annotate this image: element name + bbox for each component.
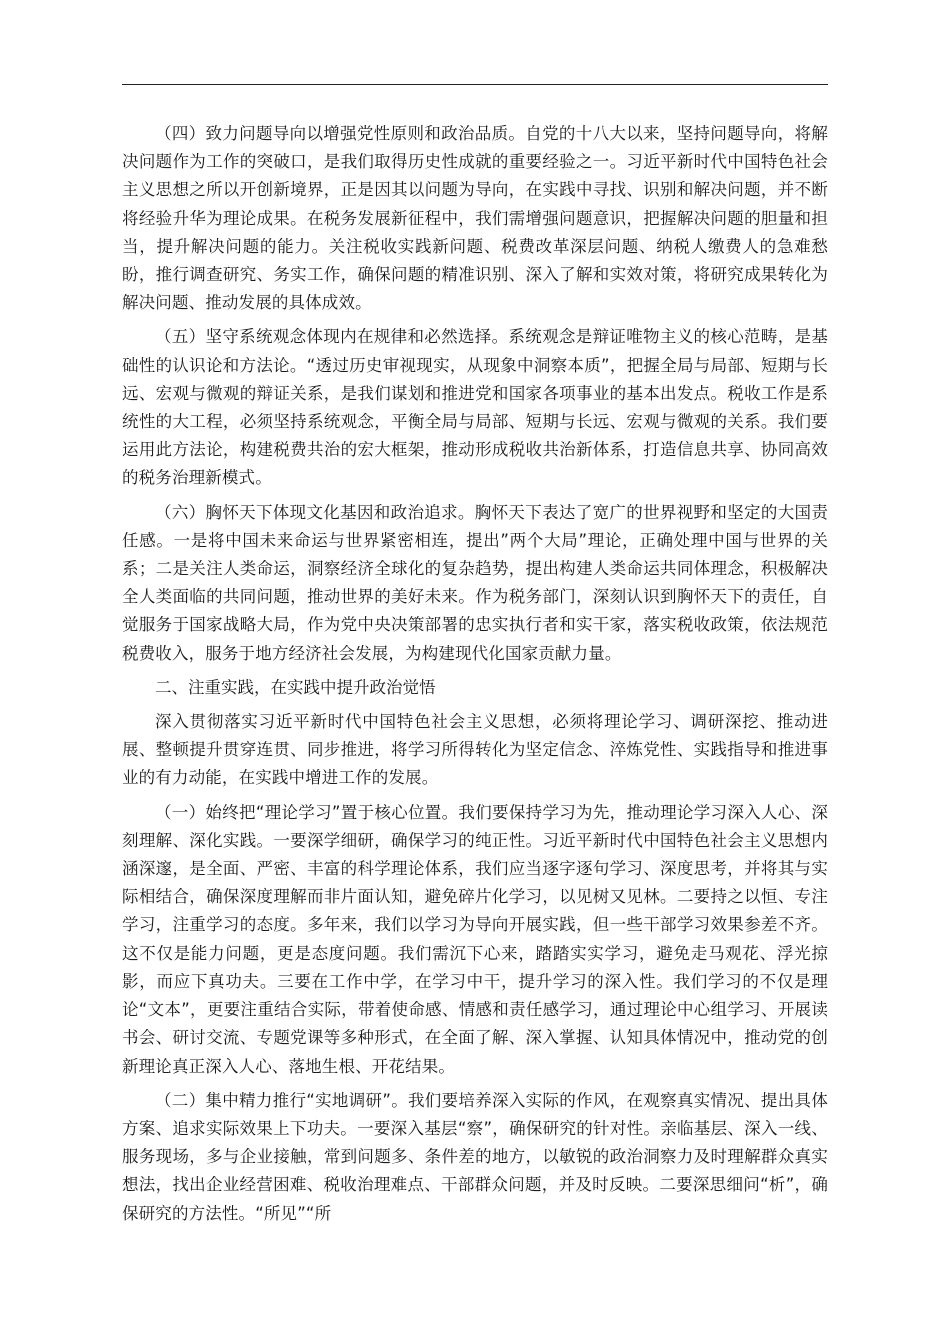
document-body bbox=[122, 120, 828, 1234]
paragraph-intro: 深入贯彻落实习近平新时代中国特色社会主义思想，必须将理论学习、调研深挖、推动进展、整顿提升贯穿连贯、同步推进，将学习所得转化为坚定信念、淬炼党性、实践指导和推进事业的有力动能，在实践中增进工作的发展。 bbox=[122, 712, 828, 788]
paragraph-theory-study: （一）始终把“理论学习”置于核心位置。我们要保持学习为先，推动理论学习深入人心、深刻理解、深化实践。一要深学细研，确保学习的纯正性。习近平新时代中国特色社会主义思想内涵深邃，是全面、严密、丰富的科学理论体系，我们应当逐字逐句学习、深度思考，并将其与实际相结合，确保深度理解而非片面认知，避免碎片化学习，以见树又见林。二要持之以恒、专注学习，注重学习的态度。多年来，我们以学习为导向开展实践，但一些干部学习效果参差不齐。这不仅是能力问题，更是态度问题。我们需沉下心来，踏踏实实学习，避免走马观花、浮光掠影，而应下真功夫。三要在工作中学，在学习中干，提升学习的深入性。我们学习的不仅是理论“文本”，更要注重结合实际，带着使命感、情感和责任感学习，通过理论中心组学习、开展读书会、研讨交流、专题党课等多种形式，在全面了解、深入掌握、认知具体情况中，推动党的创新理论真正深入人心、落地生根、开花结果。 bbox=[122, 802, 828, 1076]
paragraph-section-6: （六）胸怀天下体现文化基因和政治追求。胸怀天下表达了宽广的世界视野和坚定的大国责任感。一是将中国未来命运与世界紧密相连，提出”两个大局”理论，正确处理中国与世界的关系；二是关注人类命运，洞察经济全球化的复杂趋势，提出构建人类命运共同体理念，积极解决全人类面临的共同问题，推动世界的美好未来。作为税务部门，深刻认识到胸怀天下的责任，自觉服务于国家战略大局，作为党中央决策部署的忠实执行者和实干家，落实税收政策，依法规范税费收入，服务于地方经济社会发展，为构建现代化国家贡献力量。 bbox=[122, 502, 828, 663]
paragraph-section-5: （五）坚守系统观念体现内在规律和必然选择。系统观念是辩证唯物主义的核心范畴，是基础性的认识论和方法论。“透过历史审视现实，从现象中洞察本质”，把握全局与局部、短期与长远、宏观与微观的辩证关系，是我们谋划和推进党和国家各项事业的基本出发点。税收工作是系统性的大工程，必须坚持系统观念，平衡全局与局部、短期与长远、宏观与微观的关系。我们要运用此方法论，构建税费共治的宏大框架，推动形成税收共治新体系，打造信息共享、协同高效的税务治理新模式。 bbox=[122, 327, 828, 488]
paragraph-field-research: （二）集中精力推行“实地调研”。我们要培养深入实际的作风，在观察真实情况、提出具体方案、追求实际效果上下功夫。一要深入基层“察”，确保研究的针对性。亲临基层、深入一线、服务现场，多与企业接触，常到问题多、条件差的地方，以敏锐的政治洞察力及时理解群众真实想法，找出企业经营困难、税收治理难点、干部群众问题，并及时反映。二要深思细问“析”，确保研究的方法性。“所见”“所 bbox=[122, 1090, 828, 1223]
header-rule bbox=[122, 84, 828, 85]
paragraph-section-4: （四）致力问题导向以增强党性原则和政治品质。自党的十八大以来，坚持问题导向，将解决问题作为工作的突破口，是我们取得历史性成就的重要经验之一。习近平新时代中国特色社会主义思想之所以开创新境界，正是因其以问题为导向，在实践中寻找、识别和解决问题，并不断将经验升华为理论成果。在税务发展新征程中，我们需增强问题意识，把握解决问题的胆量和担当，提升解决问题的能力。关注税收实践新问题、税费改革深层问题、纳税人缴费人的急难愁盼，推行调查研究、务实工作，确保问题的精准识别、深入了解和实效对策，将研究成果转化为解决问题、推动发展的具体成效。 bbox=[122, 124, 828, 313]
section-heading: 二、注重实践，在实践中提升政治觉悟 bbox=[155, 677, 436, 697]
